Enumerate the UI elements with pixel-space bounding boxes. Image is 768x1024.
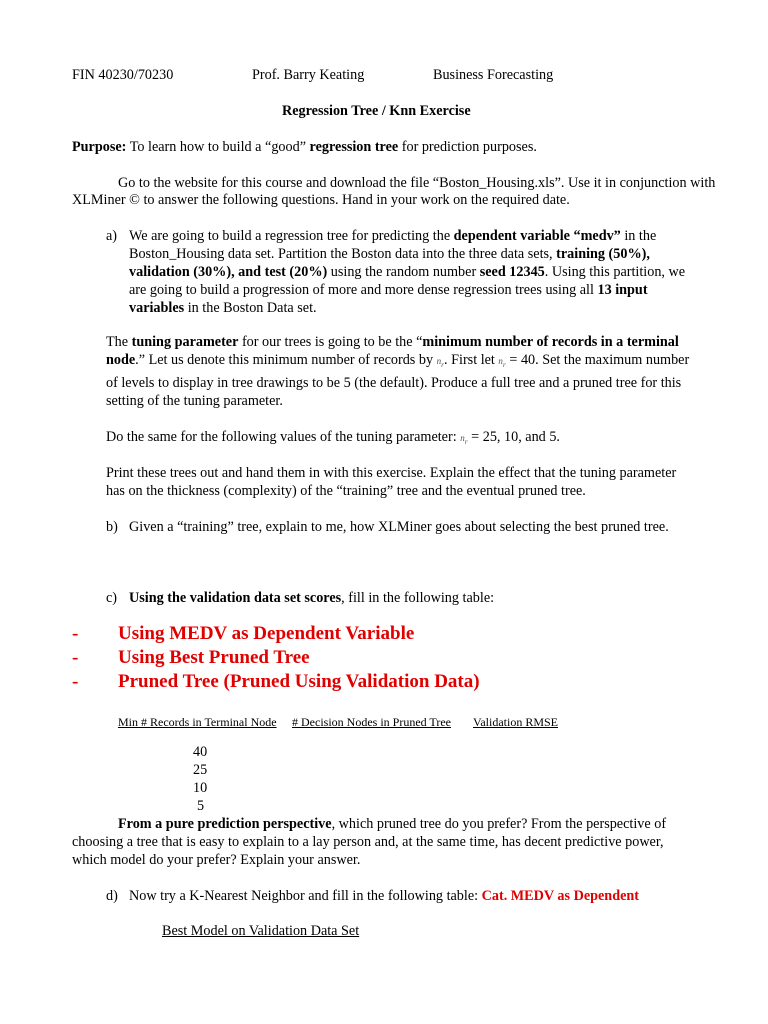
professor-name: Prof. Barry Keating: [252, 67, 365, 83]
print-paragraph: Print these trees out and hand them in with this exercise. Explain the effect that the tuning parameter has on the thickness (complexity) of the “training” tree and the eventual pruned tree.: [106, 465, 677, 499]
course-code: FIN 40230/70230: [72, 67, 174, 83]
purpose-post: for prediction purposes.: [401, 139, 537, 155]
table-header-min-records: Min # Records in Terminal Node: [118, 715, 277, 729]
item-a-t2: in the Boston_Housing data set. Partition the Boston data into the three data sets,: [129, 228, 657, 262]
tuning-t5: = 40. Set the maximum number of levels to display in tree drawings to be 5 (the default). Produce a full tree and a pruned tree for this setting of the tuning parameter.: [106, 352, 690, 409]
do-same-t1: Do the same for the following values of the tuning parameter:: [106, 429, 457, 445]
item-a-text: [129, 227, 694, 317]
item-a-b4: 13 input variables: [129, 282, 648, 316]
purpose-line: [72, 138, 537, 156]
item-d-marker: d): [106, 888, 118, 904]
item-a-t3: using the random number: [330, 264, 477, 280]
tuning-t1: The: [106, 334, 129, 350]
tuning-b1: tuning parameter: [131, 334, 239, 350]
nr-symbol-3: $n_r$: [460, 433, 468, 446]
document-title: Regression Tree / Knn Exercise: [282, 103, 471, 119]
item-b-marker: b): [106, 519, 118, 535]
item-a-t1: We are going to build a regression tree for predicting the: [129, 228, 451, 244]
item-a-marker: a): [106, 228, 118, 244]
item-d-red: Cat. MEDV as Dependent: [481, 888, 640, 904]
item-c-rest: , fill in the following table:: [341, 590, 495, 606]
course-subject: Business Forecasting: [433, 67, 554, 83]
tuning-t2: for our trees is going to be the “: [241, 334, 423, 350]
tuning-paragraph: [106, 333, 696, 410]
tuning-t4: . First let: [444, 352, 495, 368]
intro-line-2: XLMiner © to answer the following questions. Hand in your work on the required date.: [72, 192, 570, 208]
table-row: 10: [193, 780, 208, 796]
item-a-b3: seed 12345: [479, 264, 545, 280]
item-d-text: [129, 887, 639, 905]
item-c-marker: c): [106, 590, 118, 606]
item-c-bold: Using the validation data set scores: [129, 590, 342, 606]
red-bullet-2: Using Best Pruned Tree: [118, 647, 310, 668]
item-c-text: [129, 589, 494, 607]
prediction-rest: , which pruned tree do you prefer? From the perspective of choosing a tree that is easy to explain to a lay person and, at the same time, has decent predictive power, which model do your prefer? Explain your answer.: [72, 816, 667, 868]
purpose-pre: To learn how to build a “good”: [129, 139, 306, 155]
purpose-label: Purpose:: [72, 139, 127, 155]
item-a-b1: dependent variable “medv”: [453, 228, 621, 244]
nr-symbol-2: $n_r$: [498, 356, 506, 369]
red-bullet-3: Pruned Tree (Pruned Using Validation Data): [118, 671, 480, 692]
table-header-decision-nodes: # Decision Nodes in Pruned Tree: [292, 715, 451, 729]
red-bullet-3-dash: -: [72, 671, 79, 692]
item-a-t5: in the Boston Data set.: [187, 300, 317, 316]
red-bullet-1: Using MEDV as Dependent Variable: [118, 623, 415, 644]
table-header-validation-rmse: Validation RMSE: [473, 715, 559, 729]
do-same-t2: = 25, 10, and 5.: [471, 429, 560, 445]
item-a-b2: training (50%), validation (30%), and test (20%): [129, 246, 650, 280]
item-a-t4: . Using this partition, we are going to build a progression of more and more dense regression trees using all: [129, 264, 686, 298]
do-same-line: [106, 428, 560, 451]
red-bullet-1-dash: -: [72, 623, 79, 644]
best-model-heading: Best Model on Validation Data Set: [162, 923, 360, 939]
tuning-b2: minimum number of records in a terminal node: [106, 334, 679, 368]
prediction-paragraph: [72, 815, 697, 869]
table-row: 5: [197, 798, 205, 814]
item-b-text: Given a “training” tree, explain to me, how XLMiner goes about selecting the best pruned tree.: [129, 519, 669, 535]
table-row: 40: [193, 744, 208, 760]
nr-symbol-1: $n_r$: [436, 356, 445, 369]
purpose-bold: regression tree: [309, 139, 399, 155]
item-d-rest: Now try a K-Nearest Neighbor and fill in the following table:: [129, 888, 479, 904]
prediction-bold: From a pure prediction perspective: [118, 816, 332, 832]
intro-line-1: Go to the website for this course and download the file “Boston_Housing.xls”. Use it in conjunction with: [118, 175, 716, 191]
red-bullet-2-dash: -: [72, 647, 79, 668]
tuning-t3: .” Let us denote this minimum number of records by: [135, 352, 434, 368]
table-row: 25: [193, 762, 208, 778]
